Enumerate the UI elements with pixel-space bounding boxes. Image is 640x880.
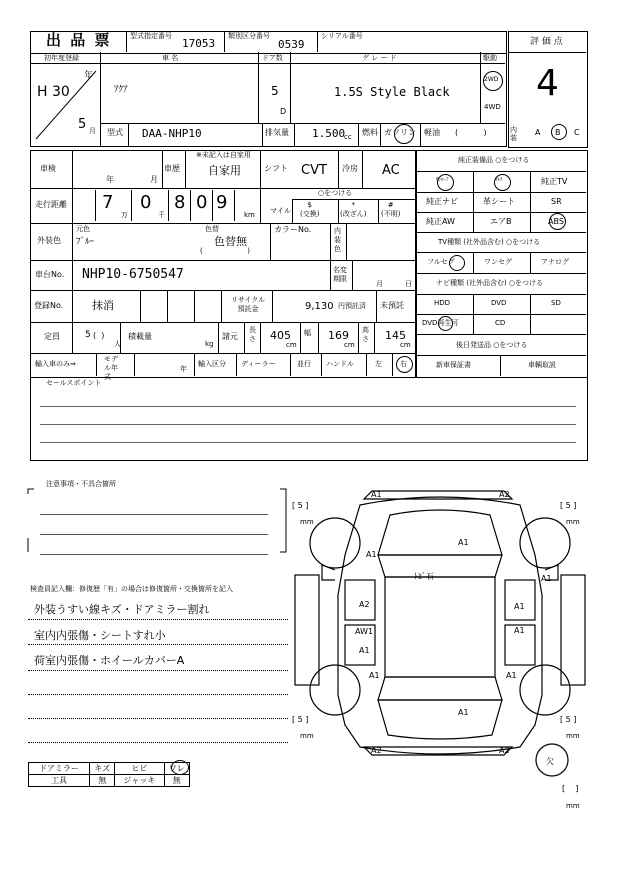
equip-abs: ABS	[548, 217, 564, 226]
meter-note: ○をつける	[318, 189, 353, 197]
parallel-option[interactable]: 並行	[297, 360, 311, 368]
abs-circle[interactable]	[549, 213, 566, 230]
dvd-play-circle[interactable]	[438, 316, 453, 331]
scratch-label: キズ	[90, 763, 115, 775]
door-code: D	[280, 107, 287, 116]
door-mirror-label: ドアミラー	[29, 763, 90, 775]
tire-depth-rr-mm: mm	[566, 732, 580, 740]
interior-grade-a: A	[535, 128, 541, 137]
cc-unit: cc	[344, 133, 352, 141]
notes-title: 注意事項・不具合箇所	[46, 480, 116, 488]
equip-nav: 純正ナビ	[426, 197, 458, 206]
recycle-label: リサイクル預託金	[230, 296, 266, 313]
model-year-suffix: 年	[180, 365, 187, 373]
mark-a1-right-rear: A1	[506, 671, 517, 680]
reg-year-label: 初年度登録	[44, 54, 79, 62]
tire-depth-rl: [ 5 ]	[292, 715, 309, 724]
model-value: DAA-NHP10	[142, 127, 202, 140]
recycle-amount: 9,130	[305, 301, 334, 312]
interior-grade-circle[interactable]	[551, 124, 567, 140]
mileage-man: 万	[121, 211, 128, 219]
mileage-digit-3: 8	[174, 192, 186, 213]
grade-value: 1.5S Style Black	[334, 85, 450, 99]
spare-depth: [ ]	[562, 784, 579, 793]
fuel-circle[interactable]	[394, 124, 414, 144]
mark-a1-right-door: A1	[514, 602, 525, 611]
later-manual: 車輌取説	[528, 361, 556, 369]
crack-label: ヒビ	[115, 763, 164, 775]
drive-label: 駆動	[483, 54, 497, 62]
history-value: 自家用	[208, 164, 241, 177]
sales-point-label: セールスポイント	[46, 379, 102, 387]
mileage-label: 走行距離	[35, 200, 67, 209]
spare-depth-mm: mm	[566, 802, 580, 810]
height-label: 高さ	[362, 326, 369, 343]
mark-a2-rear-right: A2	[499, 746, 510, 755]
import-label: 輸入車のみ⇒	[35, 360, 76, 368]
mileage-sen: 千	[158, 211, 165, 219]
width-value: 169	[328, 329, 349, 342]
reg-era: H 30	[37, 84, 70, 100]
equip-sunroof: ｻﾝﾙｰﾌ	[436, 177, 449, 183]
mark-aw1: AW1	[355, 627, 374, 636]
grade-label: グ レ ー ド	[362, 54, 397, 62]
vehicle-name: ｱｸｱ	[114, 85, 128, 95]
model-year-label: モデル年式	[104, 355, 118, 381]
tv-analog: アナログ	[541, 258, 569, 266]
car-diagram	[290, 485, 590, 815]
capacity-paren: ( )	[93, 331, 105, 340]
equip-leather: 革シート	[483, 197, 515, 206]
length-value: 405	[270, 329, 291, 342]
meter-unknown: # (不明)	[381, 201, 401, 218]
note-line-2: 室内内張傷・シートすれ小	[34, 629, 166, 642]
handle-right-circle[interactable]	[396, 356, 413, 373]
mark-a1-right-front: A1	[541, 574, 552, 583]
displacement-label: 排気量	[265, 128, 289, 137]
exterior-color: ﾌﾞﾙｰ	[76, 237, 95, 247]
equip-aw: 純正AW	[426, 217, 455, 226]
load-unit: kg	[205, 340, 214, 348]
meter-exchanged: $ (交換)	[300, 201, 320, 218]
equip-airbag: エアB	[490, 217, 512, 226]
category-label: 類別区分番号	[228, 32, 270, 40]
mark-a2-left-door: A2	[359, 600, 370, 609]
history-note: ※未記入は自家用	[196, 151, 251, 159]
reg-label: 登録No.	[34, 301, 64, 310]
load-label: 積載量	[128, 332, 152, 341]
capacity-label: 定員	[44, 332, 60, 341]
type-code-label: 型式指定番号	[130, 32, 172, 40]
color-change: 色替無	[214, 235, 247, 248]
tire-depth-fl: [ 5 ]	[292, 501, 309, 510]
interior-label: 内装	[510, 126, 517, 142]
ac-label: 冷房	[342, 164, 358, 173]
width-label: 幅	[304, 329, 311, 337]
sales-point-box	[30, 376, 588, 461]
interior-color-label: 内装色	[334, 227, 341, 253]
header-title: 出 品 票	[46, 31, 112, 49]
interior-grade-b: B	[555, 128, 561, 137]
nav-dvd-play: DVD再生可	[422, 319, 459, 327]
nav-sd: SD	[551, 299, 561, 307]
fullseg-circle[interactable]	[449, 255, 465, 271]
capacity-unit: 人	[114, 340, 121, 348]
meter-mile: マイル	[270, 207, 291, 215]
handle-right[interactable]: 右	[400, 360, 407, 368]
length-cm: cm	[286, 341, 297, 349]
width-cm: cm	[344, 341, 355, 349]
model-label: 型式	[107, 128, 123, 137]
type-code: 17053	[182, 37, 216, 50]
mark-tobi: ﾄﾋﾞ石	[414, 572, 434, 581]
mark-a1-left-rear-door: A1	[359, 646, 370, 655]
name-change-month: 月	[376, 280, 383, 288]
equip-multi: ﾏﾙﾁ	[495, 177, 503, 183]
note-line-3: 荷室内張傷・ホイールカバーA	[34, 654, 185, 667]
interior-grade-c: C	[574, 128, 580, 137]
shift-label: シフト	[264, 164, 288, 173]
color-orig-label: 元色	[76, 225, 90, 233]
nav-hdd: HDD	[434, 299, 451, 307]
nav-cd: CD	[495, 319, 506, 327]
jack-label: ジャッキ	[115, 775, 164, 787]
chassis-no: NHP10-6750547	[82, 267, 184, 282]
broken-label: ワレ	[164, 763, 189, 775]
mark-a1-left-front: A1	[366, 550, 377, 559]
note-line-1: 外装うすい線キズ・ドアミラー割れ	[34, 603, 210, 616]
score-label: 評 価 点	[530, 37, 563, 47]
height-cm: cm	[400, 341, 411, 349]
year-suffix: 年	[84, 71, 94, 81]
tv-oneseg: ワンセグ	[484, 258, 512, 266]
equip-tv: 純正TV	[541, 177, 568, 186]
height-value: 145	[385, 329, 406, 342]
category-code: 0539	[278, 38, 305, 51]
history-label: 車歴	[164, 164, 180, 173]
tv-fullseg: フルセグ	[427, 258, 455, 266]
import-cat-label: 輸入区分	[198, 360, 226, 368]
inspection-label: 車検	[40, 164, 56, 173]
name-change-day: 日	[405, 280, 412, 288]
drive-4wd: 4WD	[484, 103, 501, 111]
color-code-label: カラーNo.	[274, 225, 312, 234]
fuel-gasoline: ガソリン	[384, 128, 416, 137]
jack-value: 無	[164, 775, 189, 787]
nav-title: ナビ種類 (社外品含む) ○をつける	[436, 279, 544, 287]
inspection-year-label: 年	[106, 175, 114, 184]
displacement: 1.500	[312, 127, 346, 140]
chassis-label: 車台No.	[35, 270, 65, 279]
mileage-digit-4: 0	[196, 192, 208, 213]
name-change-label: 名変期限	[333, 266, 347, 283]
tire-depth-fr-mm: mm	[566, 518, 580, 526]
tv-title: TV種類 (社外品含む) ○をつける	[438, 238, 541, 246]
nav-dvd: DVD	[491, 299, 507, 307]
broken-circle[interactable]	[171, 760, 189, 775]
mark-a1-right-rear-door: A1	[514, 626, 525, 635]
equipment-title: 純正装備品 ○をつける	[458, 156, 530, 164]
recycle-unit: 円預託済	[338, 302, 366, 310]
bottom-table	[28, 762, 190, 787]
mark-a2-rear-left: A2	[371, 746, 382, 755]
recycle-none: 未預託	[380, 301, 404, 310]
handle-label: ハンドル	[326, 360, 354, 368]
reg-no: 抹消	[92, 299, 114, 312]
mileage-digit-2: 0	[140, 192, 152, 213]
mileage-km: km	[244, 211, 255, 219]
tire-depth-rr: [ 5 ]	[560, 715, 577, 724]
mark-a1-trunk: A1	[458, 708, 469, 717]
mark-a1-left-rear: A1	[369, 671, 380, 680]
inspector-note: 検査員記入欄：修復歴「有」の場合は修復箇所・交換箇所を記入	[30, 585, 233, 593]
color-change-label: 色替	[205, 225, 219, 233]
exterior-label: 外装色	[37, 236, 61, 245]
tools-value: 無	[90, 775, 115, 787]
light-oil-label: 軽油	[424, 128, 440, 137]
later-title: 後日発送品 ○をつける	[456, 341, 528, 349]
mileage-digit-1: 7	[102, 192, 114, 213]
later-warranty: 新車保証書	[436, 361, 471, 369]
mark-a1-hood: A1	[458, 538, 469, 547]
length-label: 長さ	[249, 326, 256, 343]
color-paren: ( )	[200, 247, 250, 255]
tire-depth-fr: [ 5 ]	[560, 501, 577, 510]
spare-missing: 欠	[546, 757, 554, 766]
mark-a2-front-right: A2	[499, 490, 510, 499]
tire-depth-fl-mm: mm	[300, 518, 314, 526]
tire-depth-rl-mm: mm	[300, 732, 314, 740]
month-suffix: 月	[89, 127, 96, 135]
doors-label: ドア数	[262, 54, 283, 62]
inspection-month-label: 月	[150, 175, 158, 184]
ac-value: AC	[382, 163, 400, 178]
tools-label: 工具	[29, 775, 90, 787]
equip-sr: SR	[551, 197, 562, 206]
capacity: 5	[85, 330, 91, 340]
meter-tampered: * (改ざん)	[340, 201, 367, 218]
score-value: 4	[536, 63, 559, 104]
dealer-option[interactable]: ディーラー	[241, 360, 276, 368]
name-label: 車 名	[162, 54, 179, 62]
mark-a1-front-left: A1	[371, 490, 382, 499]
drive-2wd: 2WD	[484, 76, 499, 83]
shift-value: CVT	[301, 163, 327, 178]
notes-bracket	[26, 486, 288, 556]
light-oil-paren: ( )	[455, 128, 487, 137]
mileage-digit-5: 9	[216, 192, 228, 213]
handle-left[interactable]: 左	[375, 360, 382, 368]
doors-value: 5	[271, 84, 279, 98]
fuel-label: 燃料	[362, 128, 378, 137]
reg-month: 5	[78, 117, 87, 132]
serial-label: シリアル番号	[321, 32, 363, 40]
dims-label: 諸元	[222, 332, 238, 341]
